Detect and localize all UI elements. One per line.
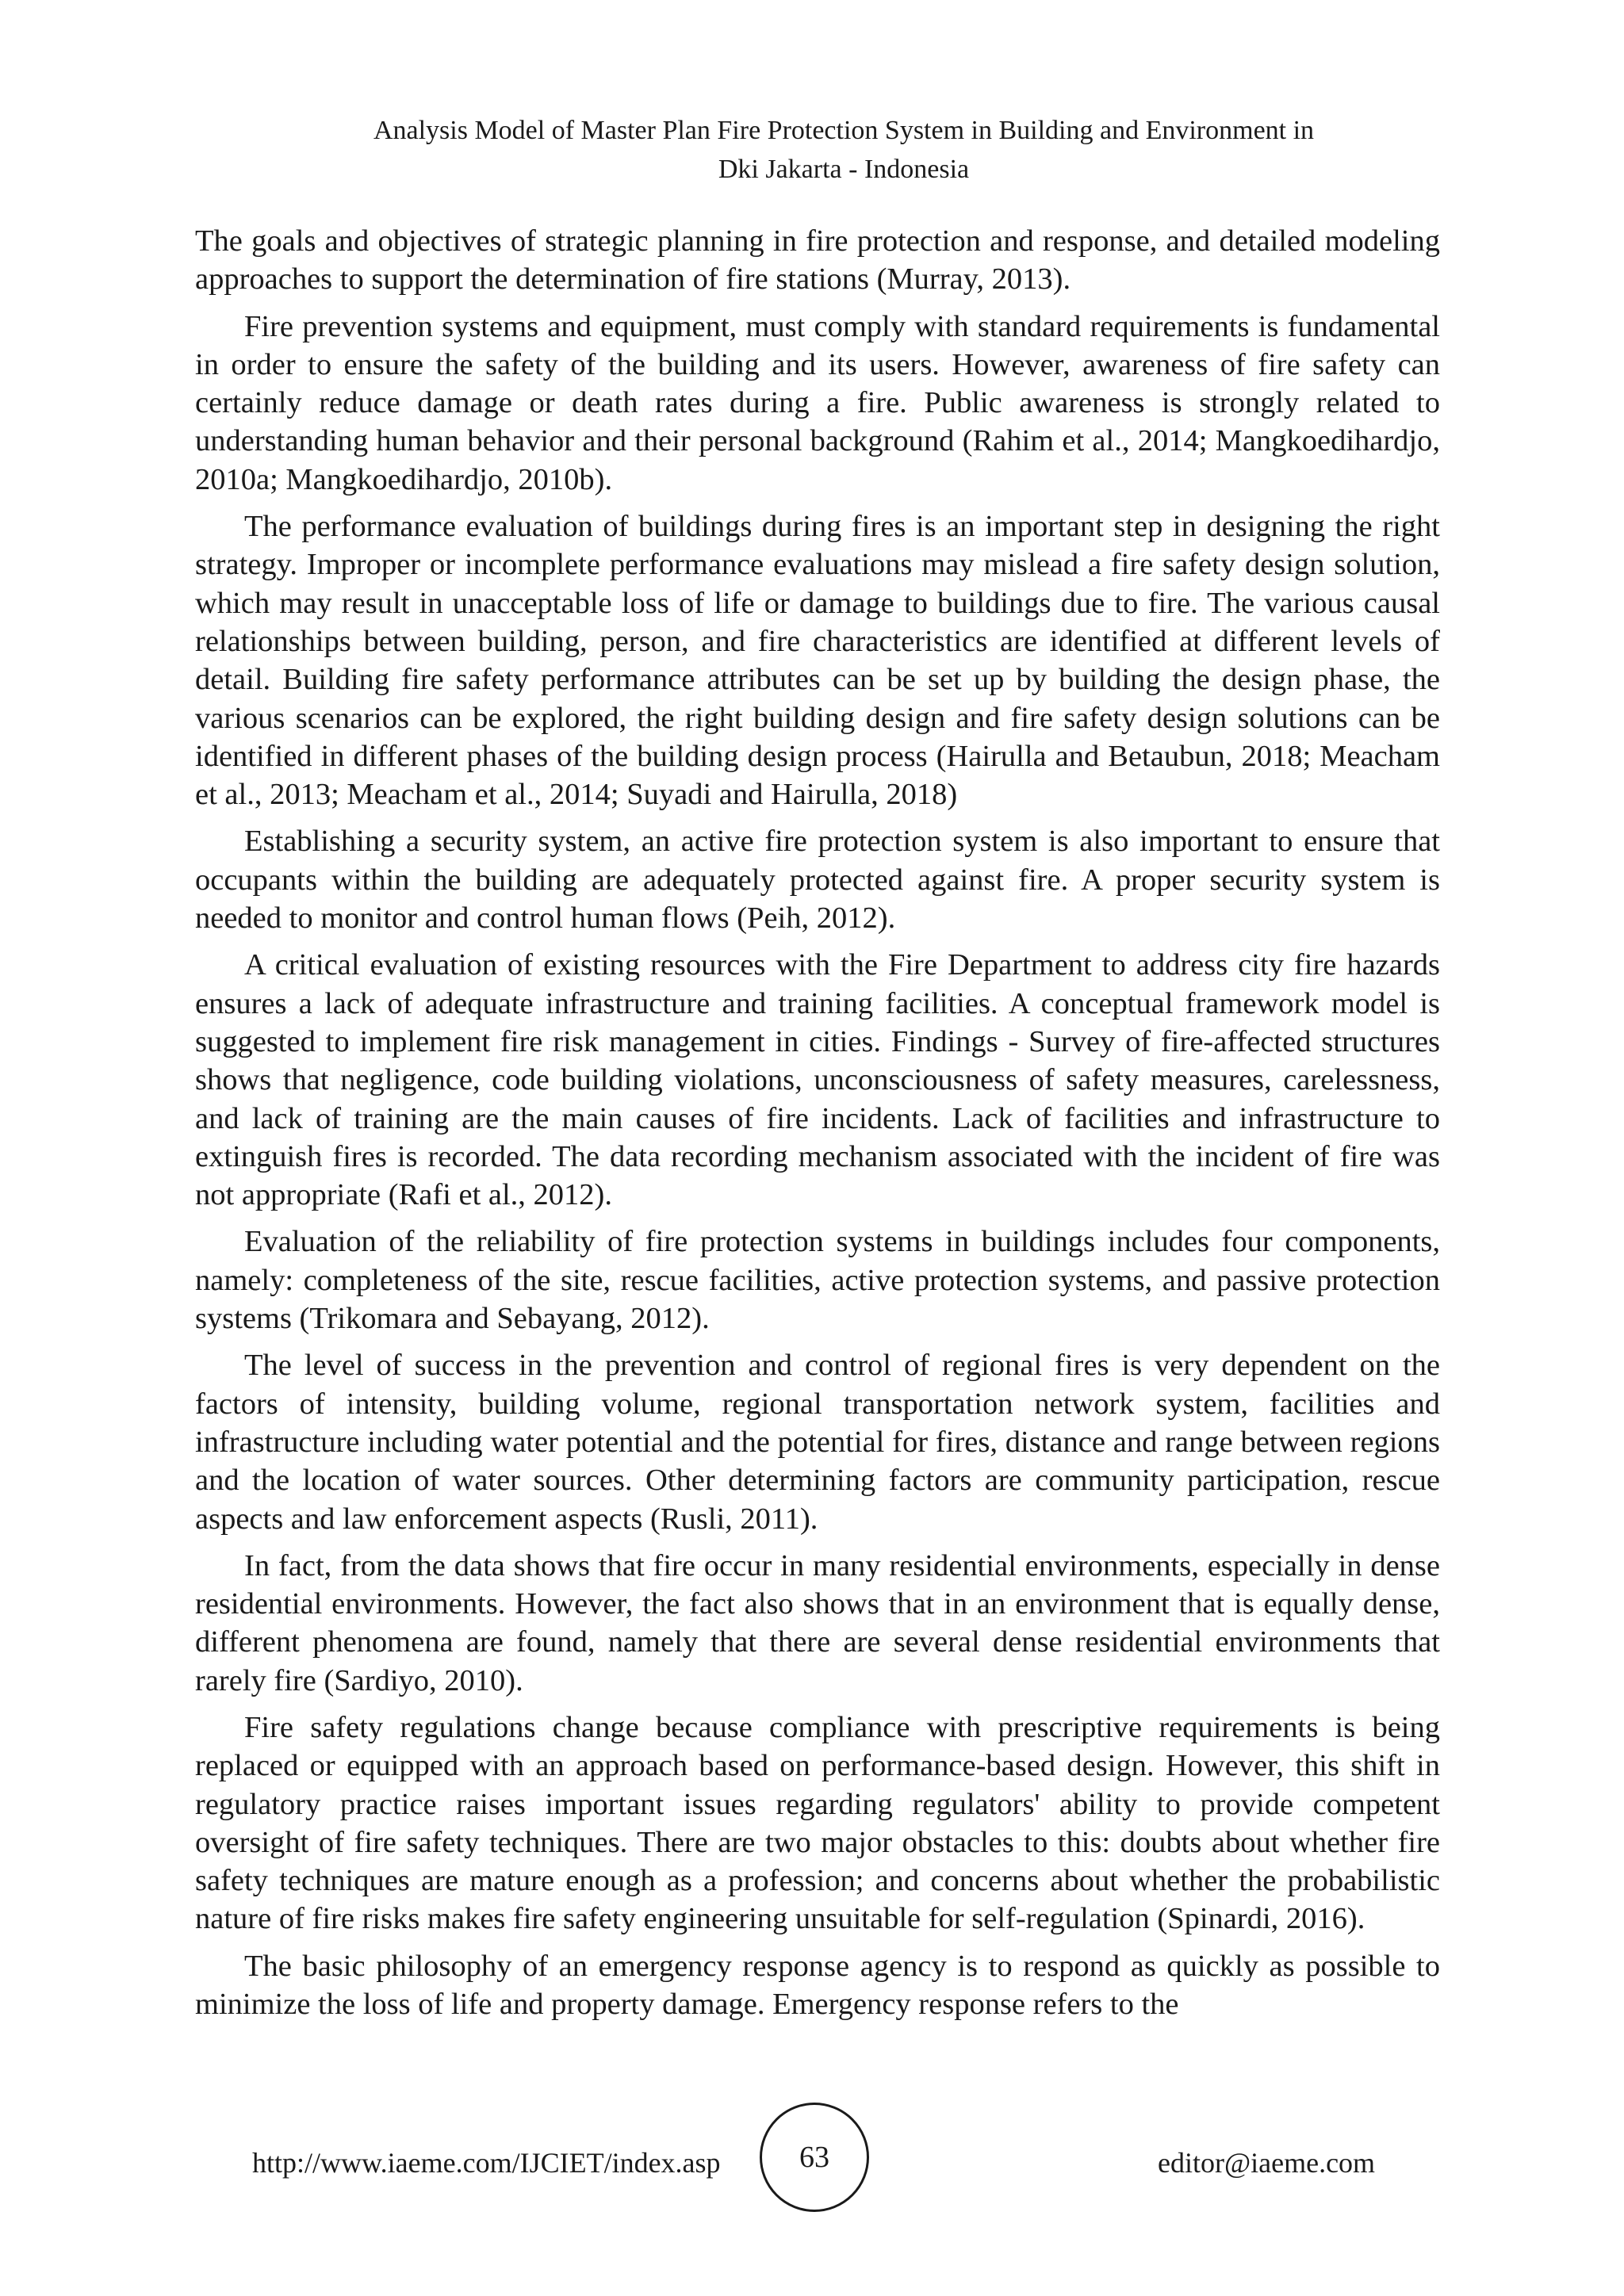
page-number-badge	[760, 2103, 869, 2212]
paragraph-5: A critical evaluation of existing resources with the Fire Department to address city fire hazards ensures a lack of adequate infrastructure and training facilities. A conceptual framework model is suggested to implement fire risk management in cities. Findings - Survey of fire-affected structures shows that negligence, code building violations, unconsciousness of safety measures, carelessness, and lack of training are the main causes of fire incidents. Lack of facilities and infrastructure to extinguish fires is recorded. The data recording mechanism associated with the incident of fire was not appropriate (Rafi et al., 2012).	[195, 948, 1440, 1212]
paragraph-10: The basic philosophy of an emergency response agency is to respond as quickly as possible to minimize the loss of life and property damage. Emergency response refers to the	[195, 1949, 1440, 2022]
header-title-line-1: Analysis Model of Master Plan Fire Protection System in Building and Environment in	[373, 116, 1315, 145]
paragraph-2: Fire prevention systems and equipment, must comply with standard requirements is fundamental in order to ensure the safety of the building and its users. However, awareness of fire safety can certainly reduce damage or death rates during a fire. Public awareness is strongly related to understanding human behavior and their personal background (Rahim et al., 2014; Mangkoedihardjo, 2010a; Mangkoedihardjo, 2010b).	[195, 309, 1440, 496]
paragraph-4: Establishing a security system, an active fire protection system is also important to ensure that occupants within the building are adequately protected against fire. A proper security system is needed to monitor and control human flows (Peih, 2012).	[195, 825, 1440, 936]
paragraph-7: The level of success in the prevention and control of regional fires is very dependent on the factors of intensity, building volume, regional transportation network system, facilities and infrastructure including water potential and the potential for fires, distance and range between regions and the location of water sources. Other determining factors are community participation, rescue aspects and law enforcement aspects (Rusli, 2011).	[195, 1349, 1440, 1536]
paragraph-8: In fact, from the data shows that fire occur in many residential environments, especially in dense residential environments. However, the fact also shows that in an environment that is equally dense, different phenomena are found, namely that there are several dense residential environments that rarely fire (Sardiyo, 2010).	[195, 1548, 1440, 1697]
paragraph-1: The goals and objectives of strategic planning in fire protection and response, and detailed modeling approaches to support the determination of fire stations (Murray, 2013).	[195, 224, 1440, 297]
header-title-line-2: Dki Jakarta - Indonesia	[718, 155, 970, 184]
footer-email-link[interactable]: editor@iaeme.com	[1158, 2147, 1376, 2179]
paragraph-3: The performance evaluation of buildings during fires is an important step in designing the right strategy. Improper or incomplete performance evaluations may mislead a fire safety design solution, which may result in unacceptable loss of life or damage to buildings due to fire. The various causal relationships between building, person, and fire characteristics are identified at different levels of detail. Building fire safety performance attributes can be set up by building the design phase, the various scenarios can be explored, the right building design and fire safety design solutions can be identified in different phases of the building design process (Hairulla and Betaubun, 2018; Meacham et al., 2013; Meacham et al., 2014; Suyadi and Hairulla, 2018)	[195, 510, 1440, 812]
page-number: 63	[799, 2141, 829, 2174]
body-text	[195, 222, 1440, 2032]
paragraph-6: Evaluation of the reliability of fire protection systems in buildings includes four components, namely: completeness of the site, rescue facilities, active protection systems, and passive protection systems (Trikomara and Sebayang, 2012).	[195, 1225, 1440, 1336]
paragraph-9: Fire safety regulations change because compliance with prescriptive requirements is being replaced or equipped with an approach based on performance-based design. However, this shift in regulatory practice raises important issues regarding regulators' ability to provide competent oversight of fire safety techniques. There are two major obstacles to this: doubts about whether fire safety techniques are mature enough as a profession; and concerns about whether the probabilistic nature of fire risks makes fire safety engineering unsuitable for self-regulation (Spinardi, 2016).	[195, 1710, 1440, 1936]
footer-url-link[interactable]: http://www.iaeme.com/IJCIET/index.asp	[252, 2147, 721, 2179]
running-header	[195, 111, 1492, 189]
